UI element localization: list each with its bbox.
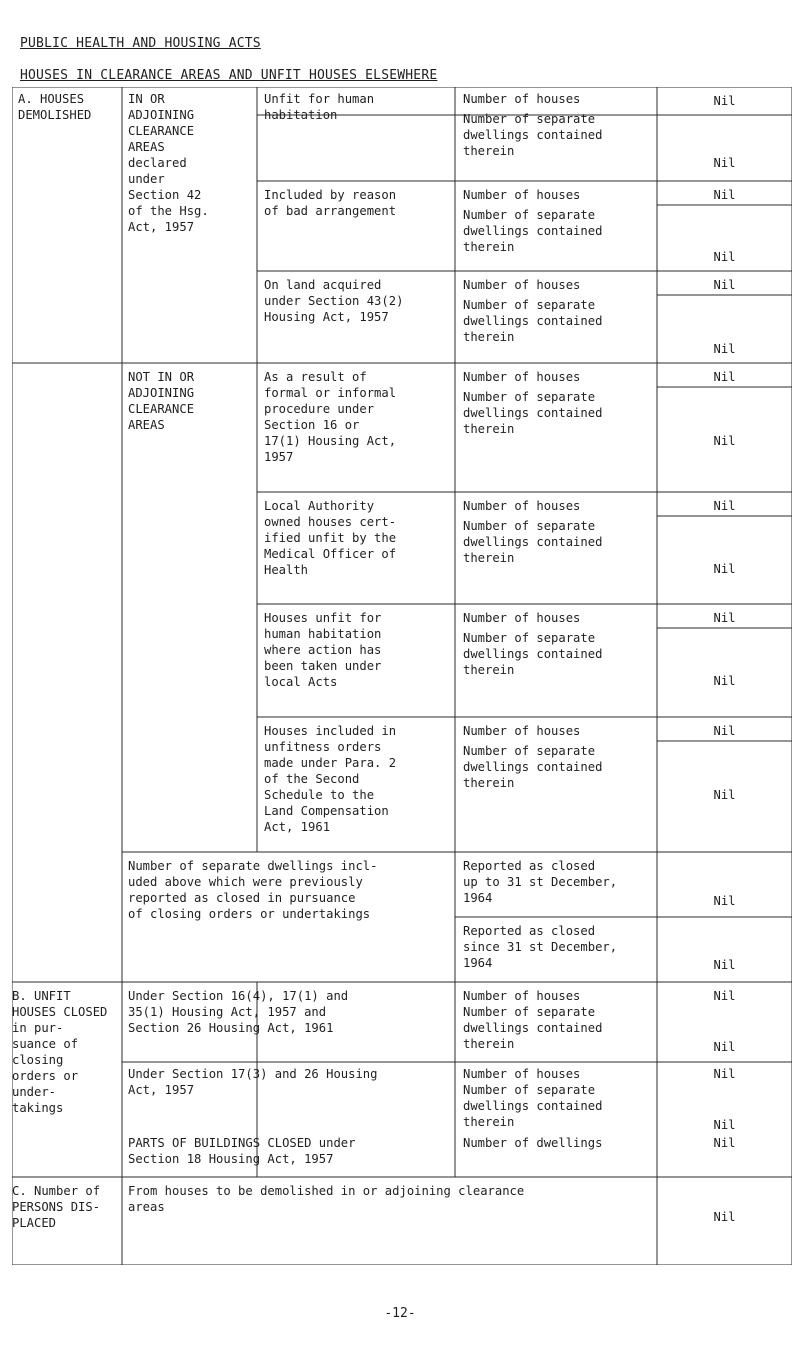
row-b2-dwellings-value: Nil — [713, 1118, 736, 1132]
persons-displaced-value: Nil — [713, 1210, 736, 1224]
row-b1-houses-value: Nil — [713, 989, 736, 1003]
row-unfit-houses-value: Nil — [713, 94, 736, 108]
row-b1-dwellings-value: Nil — [713, 1040, 736, 1054]
row-unfitness-orders-dwellings-label: Number of separate dwellings contained therein — [463, 744, 603, 790]
report-subtitle: HOUSES IN CLEARANCE AREAS AND UNFIT HOUSES ELSEWHERE — [20, 68, 438, 83]
row-unfitness-orders-desc: Houses included in unfitness orders made under Para. 2 of the Second Schedule to the Land Compensation Act, 1961 — [264, 724, 397, 834]
row-bad-arrangement-desc: Included by reason of bad arrangement — [264, 188, 397, 218]
row-local-acts-dwellings-value: Nil — [713, 674, 736, 688]
row-land-acquired-houses-label: Number of houses — [463, 278, 581, 292]
row-bad-arrangement-dwellings-label: Number of separate dwellings contained therein — [463, 208, 603, 254]
row-land-acquired-dwellings-value: Nil — [713, 342, 736, 356]
row-local-authority-dwellings-value: Nil — [713, 562, 736, 576]
row-local-authority-houses-label: Number of houses — [463, 499, 581, 513]
housing-table — [12, 87, 792, 1265]
row-bad-arrangement-dwellings-value: Nil — [713, 250, 736, 264]
row-local-authority-dwellings-label: Number of separate dwellings contained therein — [463, 519, 603, 565]
row-b2-houses-value: Nil — [713, 1067, 736, 1081]
row-land-acquired-dwellings-label: Number of separate dwellings contained therein — [463, 298, 603, 344]
row-unfitness-orders-dwellings-value: Nil — [713, 788, 736, 802]
section-c-label: C. Number of PERSONS DIS- PLACED — [12, 1184, 101, 1230]
row-b2-counts-label: Number of houses Number of separate dwellings contained therein — [463, 1067, 603, 1129]
report-title: PUBLIC HEALTH AND HOUSING ACTS — [20, 36, 261, 51]
row-local-acts-desc: Houses unfit for human habitation where action has been taken under local Acts — [264, 611, 382, 689]
row-bad-arrangement-houses-label: Number of houses — [463, 188, 581, 202]
row-unfit-desc: Unfit for human habitation — [264, 92, 375, 122]
row-b1-counts-label: Number of houses Number of separate dwellings contained therein — [463, 989, 603, 1051]
row-b1-desc: Under Section 16(4), 17(1) and 35(1) Housing Act, 1957 and Section 26 Housing Act, 1961 — [128, 989, 349, 1035]
row-b3-counts-label: Number of dwellings — [463, 1136, 603, 1150]
row-land-acquired-houses-value: Nil — [713, 278, 736, 292]
row-unfit-dwellings-label: Number of separate dwellings contained therein — [463, 112, 603, 158]
row-formal-procedure-desc: As a result of formal or informal procedure under Section 16 or 17(1) Housing Act, 1957 — [264, 370, 397, 464]
row-land-acquired-desc: On land acquired under Section 43(2) Housing Act, 1957 — [264, 278, 404, 324]
closed-dwellings-desc: Number of separate dwellings incl- uded above which were previously reported as closed in pursuance of closing orders or undertakings — [128, 859, 378, 921]
row-unfit-dwellings-value: Nil — [713, 156, 736, 170]
row-local-acts-houses-value: Nil — [713, 611, 736, 625]
row-unfitness-orders-houses-label: Number of houses — [463, 724, 581, 738]
row-unfitness-orders-houses-value: Nil — [713, 724, 736, 738]
in-clearance-areas-label: IN OR ADJOINING CLEARANCE AREAS declared under Section 42 of the Hsg. Act, 1957 — [128, 92, 209, 234]
row-local-authority-desc: Local Authority owned houses cert- ified unfit by the Medical Officer of Health — [264, 499, 397, 577]
row-b3-desc: PARTS OF BUILDINGS CLOSED under Section 18 Housing Act, 1957 — [128, 1136, 356, 1166]
row-local-acts-dwellings-label: Number of separate dwellings contained therein — [463, 631, 603, 677]
closed-since-value: Nil — [713, 958, 736, 972]
closed-up-to-value: Nil — [713, 894, 736, 908]
row-local-authority-houses-value: Nil — [713, 499, 736, 513]
closed-since-label: Reported as closed since 31 st December, 1964 — [463, 924, 618, 970]
row-b2-desc: Under Section 17(3) and 26 Housing Act, 1957 — [128, 1067, 378, 1097]
row-bad-arrangement-houses-value: Nil — [713, 188, 736, 202]
row-formal-procedure-houses-value: Nil — [713, 370, 736, 384]
not-in-clearance-areas-label: NOT IN OR ADJOINING CLEARANCE AREAS — [128, 370, 195, 432]
page-number: -12- — [384, 1306, 416, 1321]
row-b3-value: Nil — [713, 1136, 736, 1150]
persons-displaced-desc: From houses to be demolished in or adjoining clearance areas — [128, 1184, 525, 1214]
row-unfit-houses-label: Number of houses — [463, 92, 581, 106]
row-formal-procedure-houses-label: Number of houses — [463, 370, 581, 384]
section-b-label: B. UNFIT HOUSES CLOSED in pur- suance of closing orders or under- takings — [12, 989, 108, 1115]
row-local-acts-houses-label: Number of houses — [463, 611, 581, 625]
section-a-label: A. HOUSES DEMOLISHED — [18, 92, 92, 122]
row-formal-procedure-dwellings-label: Number of separate dwellings contained therein — [463, 390, 603, 436]
row-formal-procedure-dwellings-value: Nil — [713, 434, 736, 448]
closed-up-to-label: Reported as closed up to 31 st December, 1964 — [463, 859, 618, 905]
